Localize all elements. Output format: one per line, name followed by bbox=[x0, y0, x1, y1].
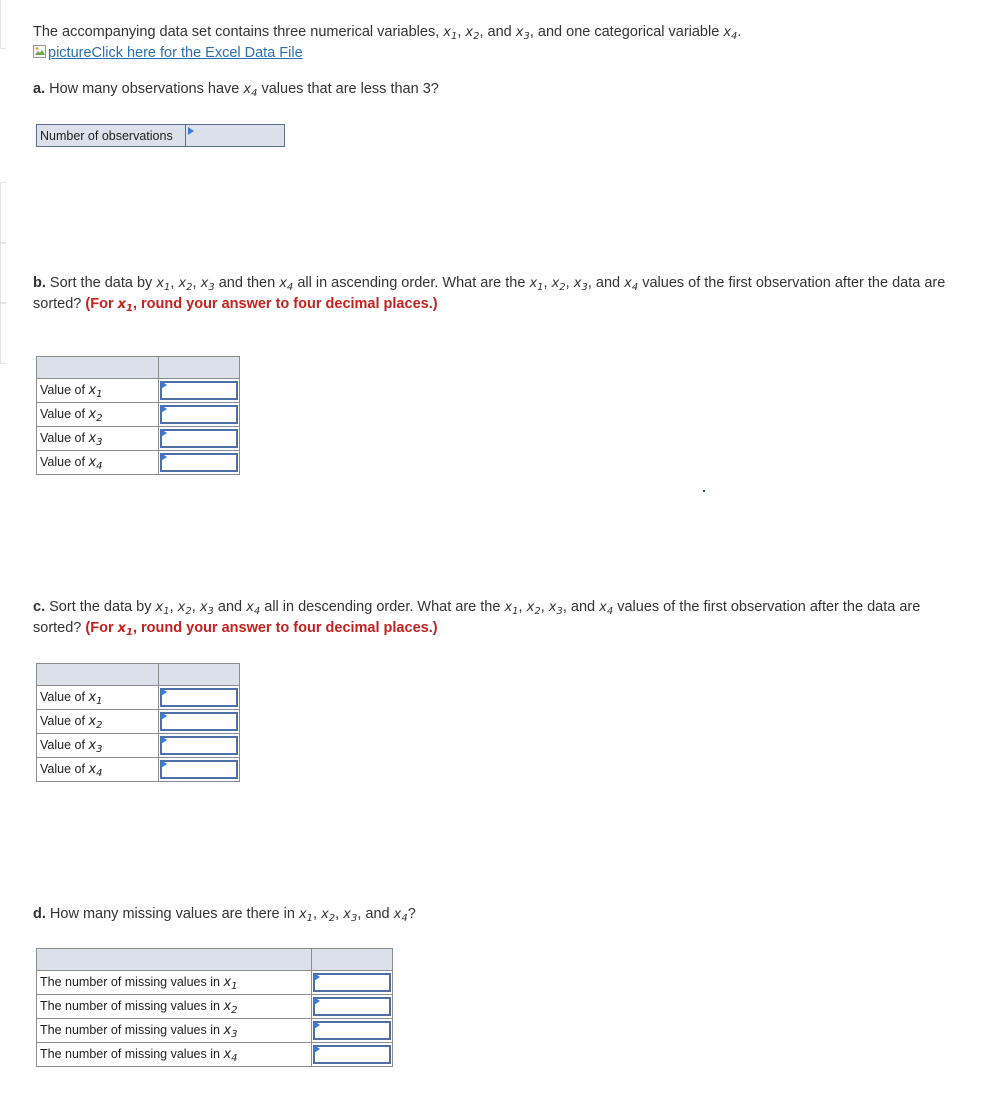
container-edge-1 bbox=[0, 0, 6, 49]
b-x2-input[interactable] bbox=[160, 405, 238, 424]
c-x4-input[interactable] bbox=[160, 760, 238, 779]
stray-dot bbox=[703, 490, 705, 492]
var-x2: $x_2$ bbox=[465, 25, 480, 42]
intro-line: The accompanying data set contains three numerical variables, $x_1$, $x_2$, and $x_3$, and one categorical variable $x_4$. bbox=[33, 24, 742, 42]
c-x1-input[interactable] bbox=[160, 688, 238, 707]
answer-table-b bbox=[36, 356, 240, 475]
var-x3: $x_3$ bbox=[515, 25, 530, 42]
container-edge-4 bbox=[0, 302, 6, 364]
d-x3-input[interactable] bbox=[313, 1021, 391, 1040]
b-x3-input[interactable] bbox=[160, 429, 238, 448]
question-a: a. How many observations have $x_4$ values that are less than 3? bbox=[33, 81, 439, 99]
d-x1-input[interactable] bbox=[313, 973, 391, 992]
rounding-note: (For $x_1$, round your answer to four decimal places.) bbox=[85, 620, 438, 638]
broken-image-icon bbox=[33, 45, 47, 59]
problem-intro bbox=[33, 22, 984, 63]
observations-cell[interactable] bbox=[185, 125, 284, 147]
table-row: Value of $x_2$ bbox=[37, 710, 240, 734]
answer-table-a bbox=[36, 124, 285, 147]
var-x4: $x_4$ bbox=[243, 82, 258, 99]
d-x4-input[interactable] bbox=[313, 1045, 391, 1064]
answer-table-c bbox=[36, 663, 240, 782]
var-x1: $x_1$ bbox=[443, 25, 458, 42]
input-marker-icon bbox=[188, 127, 194, 135]
table-row: Value of $x_4$ bbox=[37, 451, 240, 475]
answer-table-d bbox=[36, 948, 393, 1067]
table-row: Value of $x_1$ bbox=[37, 686, 240, 710]
container-edge-2 bbox=[0, 182, 6, 244]
question-c: c. Sort the data by $x_1$, $x_2$, $x_3$ and $x_4$ all in descending order. What are the $x_1$, $x_2$, $x_3$, and $x_4$ values of the first observation after the data are sorted? (For $x_1$, round your answer to four decimal places.) bbox=[33, 599, 921, 638]
table-row: The number of missing values in $x_1$ bbox=[37, 971, 393, 995]
rounding-note: (For $x_1$, round your answer to four decimal places.) bbox=[85, 296, 438, 314]
table-row: The number of missing values in $x_4$ bbox=[37, 1043, 393, 1067]
table-row: Value of $x_4$ bbox=[37, 758, 240, 782]
table-row: Value of $x_1$ bbox=[37, 379, 240, 403]
b-x1-input[interactable] bbox=[160, 381, 238, 400]
table-row: The number of missing values in $x_3$ bbox=[37, 1019, 393, 1043]
table-row: Value of $x_3$ bbox=[37, 734, 240, 758]
b-x4-input[interactable] bbox=[160, 453, 238, 472]
table-row: Value of $x_2$ bbox=[37, 403, 240, 427]
var-x4: $x_4$ bbox=[723, 25, 738, 42]
d-x2-input[interactable] bbox=[313, 997, 391, 1016]
question-b: b. Sort the data by $x_1$, $x_2$, $x_3$ and then $x_4$ all in ascending order. What are the $x_1$, $x_2$, $x_3$, and $x_4$ values of the first observation after the data are sorted? (For $x_1$, round your answer to four decimal places.) bbox=[33, 275, 946, 314]
container-edge-3 bbox=[0, 242, 6, 304]
excel-link[interactable]: pictureClick here for the Excel Data File bbox=[33, 43, 984, 63]
c-x2-input[interactable] bbox=[160, 712, 238, 731]
c-x3-input[interactable] bbox=[160, 736, 238, 755]
table-row: The number of missing values in $x_2$ bbox=[37, 995, 393, 1019]
table-row: Value of $x_3$ bbox=[37, 427, 240, 451]
question-d: d. How many missing values are there in $x_1$, $x_2$, $x_3$, and $x_4$? bbox=[33, 906, 416, 924]
observations-label: Number of observations bbox=[37, 125, 186, 147]
